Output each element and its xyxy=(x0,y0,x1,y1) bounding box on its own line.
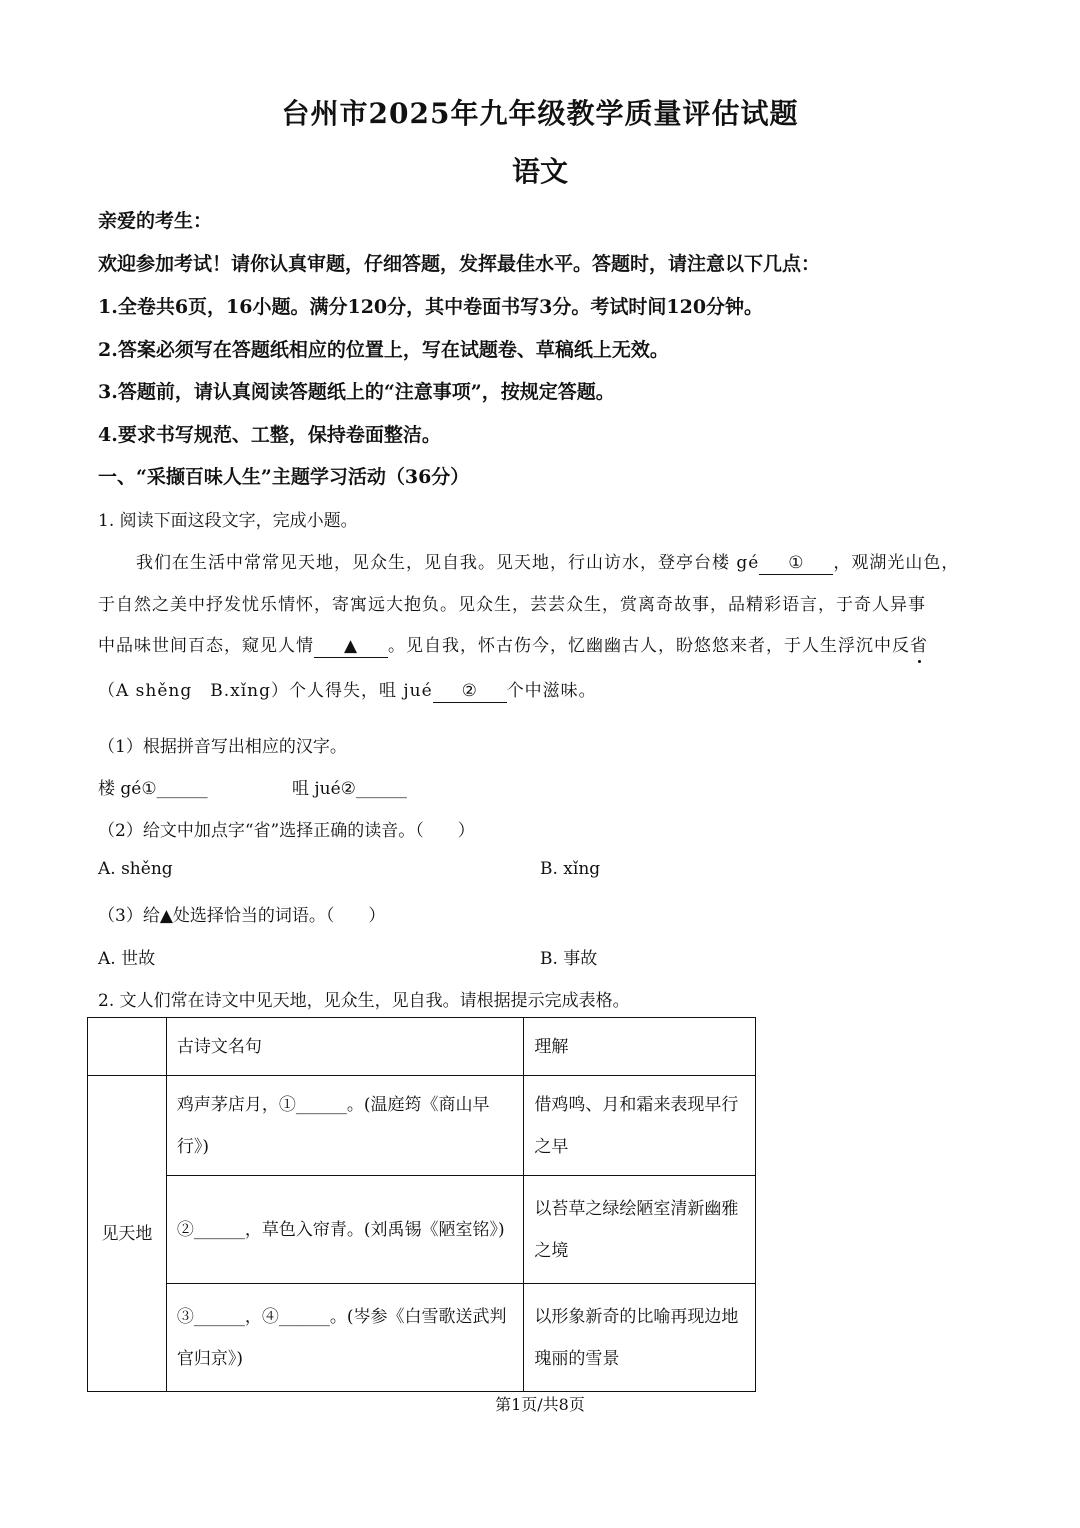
sub-question-2: （2）给文中加点字“省”选择正确的读音。（ ） xyxy=(98,821,475,841)
table-row xyxy=(88,1176,756,1284)
greeting: 亲爱的考生： xyxy=(98,210,213,232)
passage-line-2: 于自然之美中抒发忧乐情怀，寄寓远大抱负。见众生，芸芸众生，赏离奇故事，品精彩语言，于奇人异事 xyxy=(98,595,926,615)
passage-text: 。见自我，怀古伤今，忆幽幽古人，盼悠悠来者，于人生浮沉中反 xyxy=(388,636,910,656)
passage-text: 个中滋味。 xyxy=(506,681,597,701)
option-b[interactable]: B. 事故 xyxy=(540,949,598,969)
note-2: 2.答案必须写在答题纸相应的位置上，写在试题卷、草稿纸上无效。 xyxy=(98,339,669,361)
table-cell-meaning: 以形象新奇的比喻再现边地瑰丽的雪景 xyxy=(524,1284,756,1392)
passage-text: 我们在生活中常常见天地，见众生，见自我。见天地，行山访水，登亭台楼 gé xyxy=(136,553,760,573)
sub-question-1-blank-b: 咀 jué②______ xyxy=(292,779,407,799)
passage-text: 中品味世间百态，窥见人情 xyxy=(98,636,314,656)
welcome-text: 欢迎参加考试！请你认真审题，仔细答题，发挥最佳水平。答题时，请注意以下几点： xyxy=(98,253,821,275)
passage-text: （A shěng B.xǐng）个人得失，咀 jué xyxy=(98,681,433,701)
poetry-table xyxy=(87,1017,756,1392)
table-group-cell: 见天地 xyxy=(88,1076,167,1392)
page-title: 台州市2025年九年级教学质量评估试题 xyxy=(281,97,799,130)
table-cell-meaning: 借鸡鸣、月和霜来表现早行之早 xyxy=(524,1076,756,1176)
option-b[interactable]: B. xǐng xyxy=(540,859,601,879)
note-3: 3.答题前，请认真阅读答题纸上的“注意事项”，按规定答题。 xyxy=(98,381,615,403)
table-cell-verse: ②______，草色入帘青。(刘禹锡《陋室铭》) xyxy=(166,1176,523,1284)
page-footer: 第1页/共8页 xyxy=(495,1395,585,1414)
table-header-cell xyxy=(88,1018,167,1076)
question-1-stem: 1. 阅读下面这段文字，完成小题。 xyxy=(98,511,358,531)
sub-question-1-blank-a: 楼 gé①______ xyxy=(98,779,208,799)
blank-1: ① xyxy=(759,554,833,575)
table-cell-verse: 鸡声茅店月，①______。(温庭筠《商山早行》) xyxy=(166,1076,523,1176)
sub-question-3: （3）给▲处选择恰当的词语。（ ） xyxy=(98,906,386,926)
passage-text: ，观湖光山色， xyxy=(833,553,960,573)
sub-question-1: （1）根据拼音写出相应的汉字。 xyxy=(98,737,347,757)
subject-heading: 语文 xyxy=(511,155,568,188)
table-row xyxy=(88,1076,756,1176)
passage-line-3 xyxy=(98,631,928,658)
table-header-cell: 古诗文名句 xyxy=(166,1018,523,1076)
table-header-row xyxy=(88,1018,756,1076)
section-heading: 一、“采撷百味人生”主题学习活动（36分） xyxy=(98,466,470,488)
table-cell-meaning: 以苔草之绿绘陋室清新幽雅之境 xyxy=(524,1176,756,1284)
dotted-character: 省 xyxy=(910,636,928,656)
question-2-stem: 2. 文人们常在诗文中见天地，见众生，见自我。请根据提示完成表格。 xyxy=(98,991,630,1011)
note-1: 1.全卷共6页，16小题。满分120分，其中卷面书写3分。考试时间120分钟。 xyxy=(98,296,764,318)
table-cell-verse: ③______，④______。(岑参《白雪歌送武判官归京》) xyxy=(166,1284,523,1392)
note-4: 4.要求书写规范、工整，保持卷面整洁。 xyxy=(98,424,441,446)
passage-line-1 xyxy=(136,548,959,575)
table-header-cell: 理解 xyxy=(524,1018,756,1076)
option-a[interactable]: A. 世故 xyxy=(98,949,156,969)
table-row xyxy=(88,1284,756,1392)
passage-line-4 xyxy=(98,676,597,703)
blank-triangle: ▲ xyxy=(314,637,388,658)
blank-2: ② xyxy=(433,682,507,703)
option-a[interactable]: A. shěng xyxy=(98,859,173,879)
